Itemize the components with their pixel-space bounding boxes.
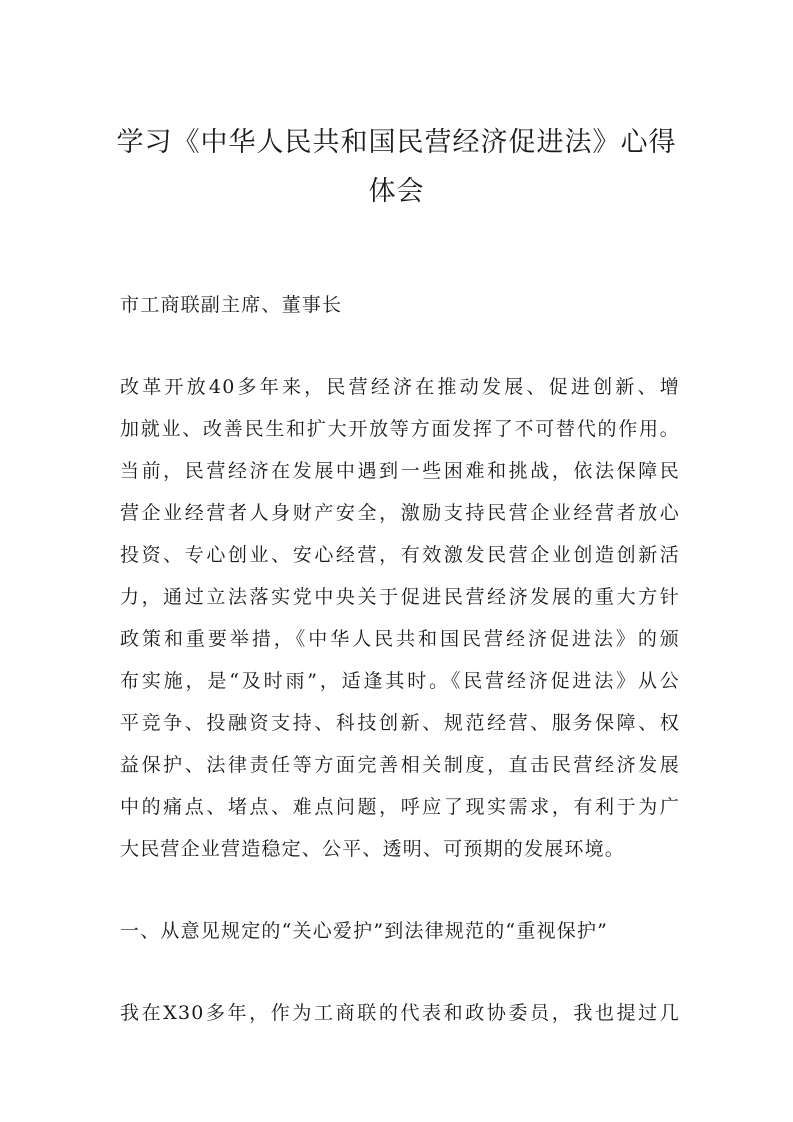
intro-paragraph-line: 力，通过立法落实党中央关于促进民营经济发展的重大方针 (120, 586, 680, 608)
intro-paragraph-line: 布实施，是“及时雨”，适逢其时。《民营经济促进法》从公 (120, 670, 680, 692)
author-line: 市工商联副主席、董事长 (120, 294, 343, 316)
intro-paragraph-line: 大民营企业营造稳定、公平、透明、可预期的发展环境。 (120, 838, 626, 860)
intro-paragraph-line: 平竞争、投融资支持、科技创新、规范经营、服务保障、权 (120, 712, 680, 734)
intro-paragraph-line: 投资、专心创业、安心经营，有效激发民营企业创造创新活 (120, 544, 680, 566)
document-title: 学习《中华人民共和国民营经济促进法》心得体会 (116, 127, 677, 207)
intro-paragraph-line: 中的痛点、堵点、难点问题，呼应了现实需求，有利于为广 (120, 796, 680, 818)
intro-paragraph-line: 营企业经营者人身财产安全，激励支持民营企业经营者放心 (120, 502, 680, 524)
section-heading: 一、从意见规定的“关心爱护”到法律规范的“重视保护” (120, 920, 609, 942)
intro-paragraph-line: 政策和重要举措，《中华人民共和国民营经济促进法》的颁 (120, 628, 680, 650)
intro-paragraph-line: 当前，民营经济在发展中遇到一些困难和挑战，依法保障民 (120, 460, 680, 482)
intro-paragraph-line: 益保护、法律责任等方面完善相关制度，直击民营经济发展 (120, 754, 680, 776)
body-paragraph-line: 我在X30多年，作为工商联的代表和政协委员，我也提过几 (120, 1002, 680, 1024)
intro-paragraph-line: 加就业、改善民生和扩大开放等方面发挥了不可替代的作用。 (120, 418, 680, 440)
intro-paragraph-line: 改革开放40多年来，民营经济在推动发展、促进创新、增 (120, 376, 680, 398)
